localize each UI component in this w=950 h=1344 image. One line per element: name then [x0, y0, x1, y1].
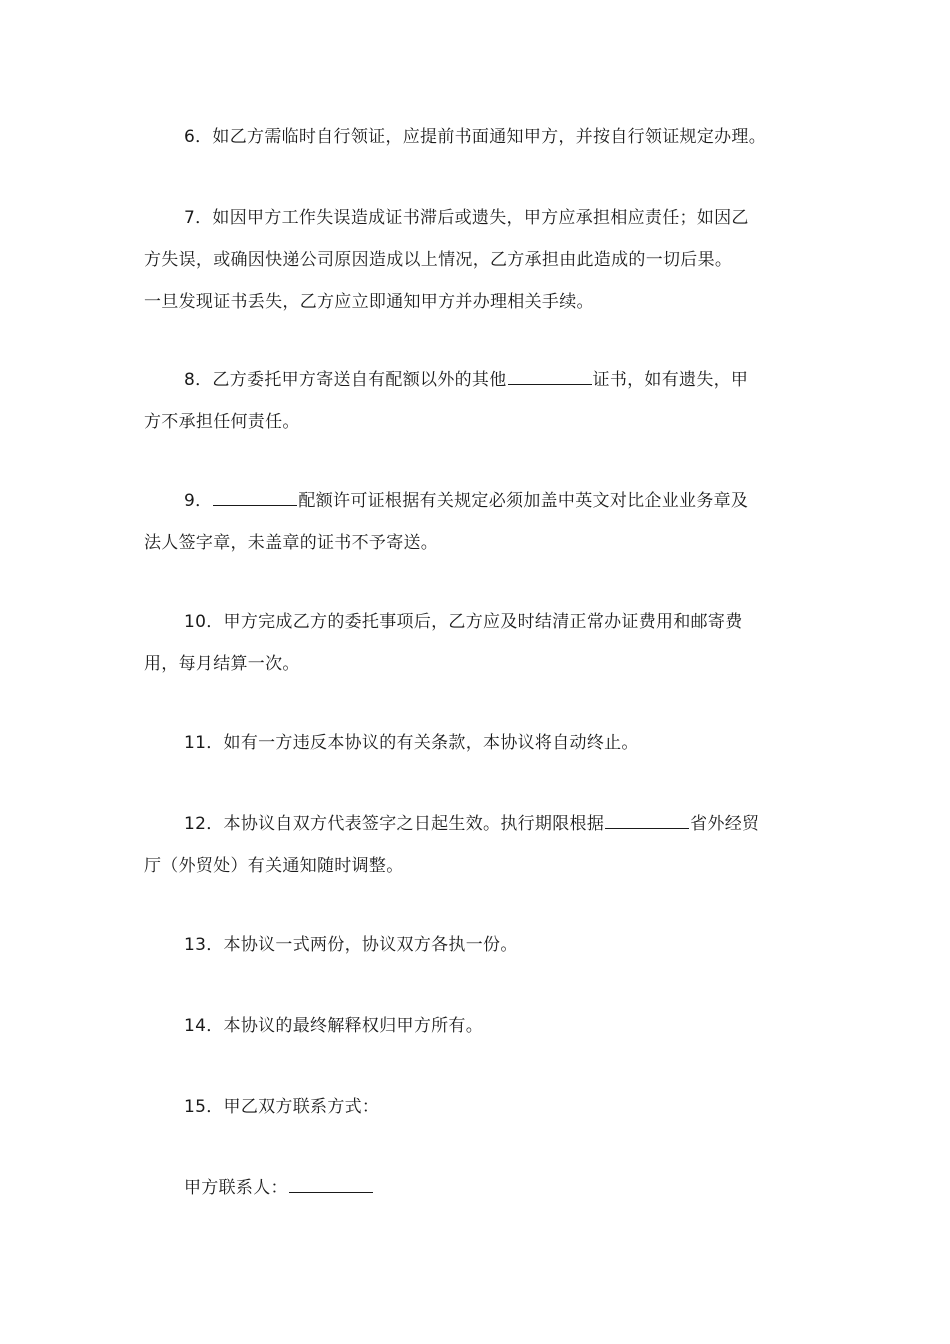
clause-12	[144, 803, 824, 887]
clause-15	[144, 1086, 824, 1128]
clause-10	[144, 601, 824, 685]
clause-9	[144, 480, 824, 564]
party-a-contact	[144, 1167, 824, 1209]
clause-14-line-1: 14．本协议的最终解释权归甲方所有。	[184, 1016, 484, 1036]
clause-7-line-2: 方失误，或确因快递公司原因造成以上情况，乙方承担由此造成的一切后果。	[144, 250, 733, 270]
clause-12-blank-field[interactable]	[605, 810, 689, 829]
clause-12-text-after: 省外经贸	[690, 814, 760, 834]
clause-8	[144, 359, 824, 443]
party-a-contact-field[interactable]	[289, 1174, 373, 1193]
clause-6-line-1: 6．如乙方需临时自行领证，应提前书面通知甲方，并按自行领证规定办理。	[184, 127, 767, 147]
clause-9-line-1	[144, 480, 824, 522]
clause-14	[144, 1005, 824, 1047]
clause-9-blank-field[interactable]	[213, 487, 297, 506]
clause-8-line-1	[144, 359, 824, 401]
clause-8-text-after: 证书，如有遗失，甲	[592, 370, 749, 390]
clause-8-blank-field[interactable]	[508, 366, 592, 385]
clause-7-line-1: 7．如因甲方工作失误造成证书滞后或遗失，甲方应承担相应责任；如因乙	[184, 208, 749, 228]
clause-8-text-before: 8．乙方委托甲方寄送自有配额以外的其他	[184, 370, 507, 390]
clause-9-line-2: 法人签字章，未盖章的证书不予寄送。	[144, 533, 439, 553]
clause-13	[144, 924, 824, 966]
party-a-contact-label: 甲方联系人：	[184, 1178, 288, 1198]
clause-12-text-before: 12．本协议自双方代表签字之日起生效。执行期限根据	[184, 814, 605, 834]
clause-8-line-2: 方不承担任何责任。	[144, 412, 300, 432]
clause-7-line-3: 一旦发现证书丢失，乙方应立即通知甲方并办理相关手续。	[144, 292, 594, 312]
clause-10-line-1: 10．甲方完成乙方的委托事项后，乙方应及时结清正常办证费用和邮寄费	[184, 612, 743, 632]
clause-9-text-after: 配额许可证根据有关规定必须加盖中英文对比企业业务章及	[298, 491, 749, 511]
clause-6	[144, 116, 824, 158]
clause-10-line-2: 用，每月结算一次。	[144, 654, 300, 674]
clause-11-line-1: 11．如有一方违反本协议的有关条款，本协议将自动终止。	[184, 733, 639, 753]
clause-12-line-1	[144, 803, 824, 845]
clause-13-line-1: 13．本协议一式两份，协议双方各执一份。	[184, 935, 518, 955]
clause-9-text-before: 9．	[184, 491, 213, 511]
clause-11	[144, 722, 824, 764]
clause-12-line-2: 厅（外贸处）有关通知随时调整。	[144, 856, 404, 876]
clause-15-line-1: 15．甲乙双方联系方式：	[184, 1097, 380, 1117]
party-a-contact-line	[144, 1167, 824, 1209]
clause-7	[144, 197, 824, 323]
